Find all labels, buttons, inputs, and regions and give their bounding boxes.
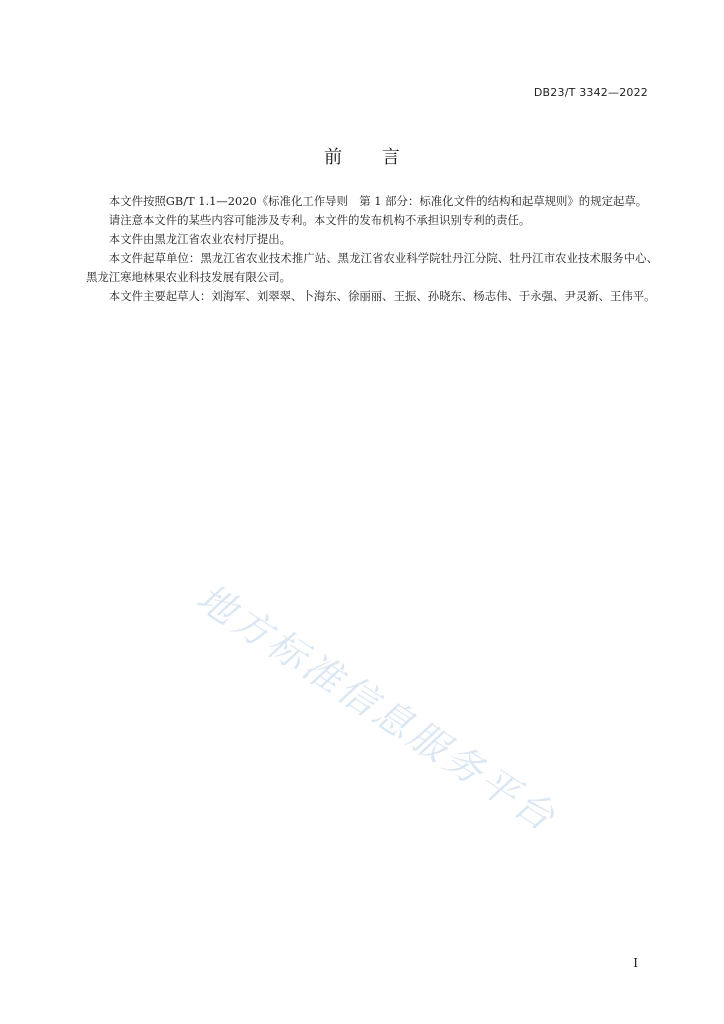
watermark: 地方标准信息服务平台 bbox=[188, 575, 566, 841]
paragraph-drafters: 本文件主要起草人：刘海军、刘翠翠、卜海东、徐丽丽、王振、孙晓东、杨志伟、于永强、尹灵新、王伟平。 bbox=[108, 289, 656, 303]
paragraph-proposer: 本文件由黑龙江省农业农村厅提出。 bbox=[108, 232, 292, 246]
paragraph-drafting-units: 本文件起草单位：黑龙江省农业技术推广站、黑龙江省农业科学院牡丹江分院、牡丹江市农业技术服务中心、黑龙江寒地林果农业科技发展有限公司。 bbox=[86, 251, 658, 284]
paragraph-patent-notice: 请注意本文件的某些内容可能涉及专利。本文件的发布机构不承担识别专利的责任。 bbox=[108, 213, 531, 227]
body-text bbox=[86, 192, 658, 306]
page-title: 前 言 bbox=[324, 147, 400, 168]
paragraph-drafting-rules: 本文件按照GB/T 1.1—2020《标准化工作导则 第 1 部分：标准化文件的结构和起草规则》的规定起草。 bbox=[108, 194, 648, 208]
doc-code: DB23/T 3342—2022 bbox=[533, 86, 648, 99]
page-number: I bbox=[633, 956, 638, 970]
